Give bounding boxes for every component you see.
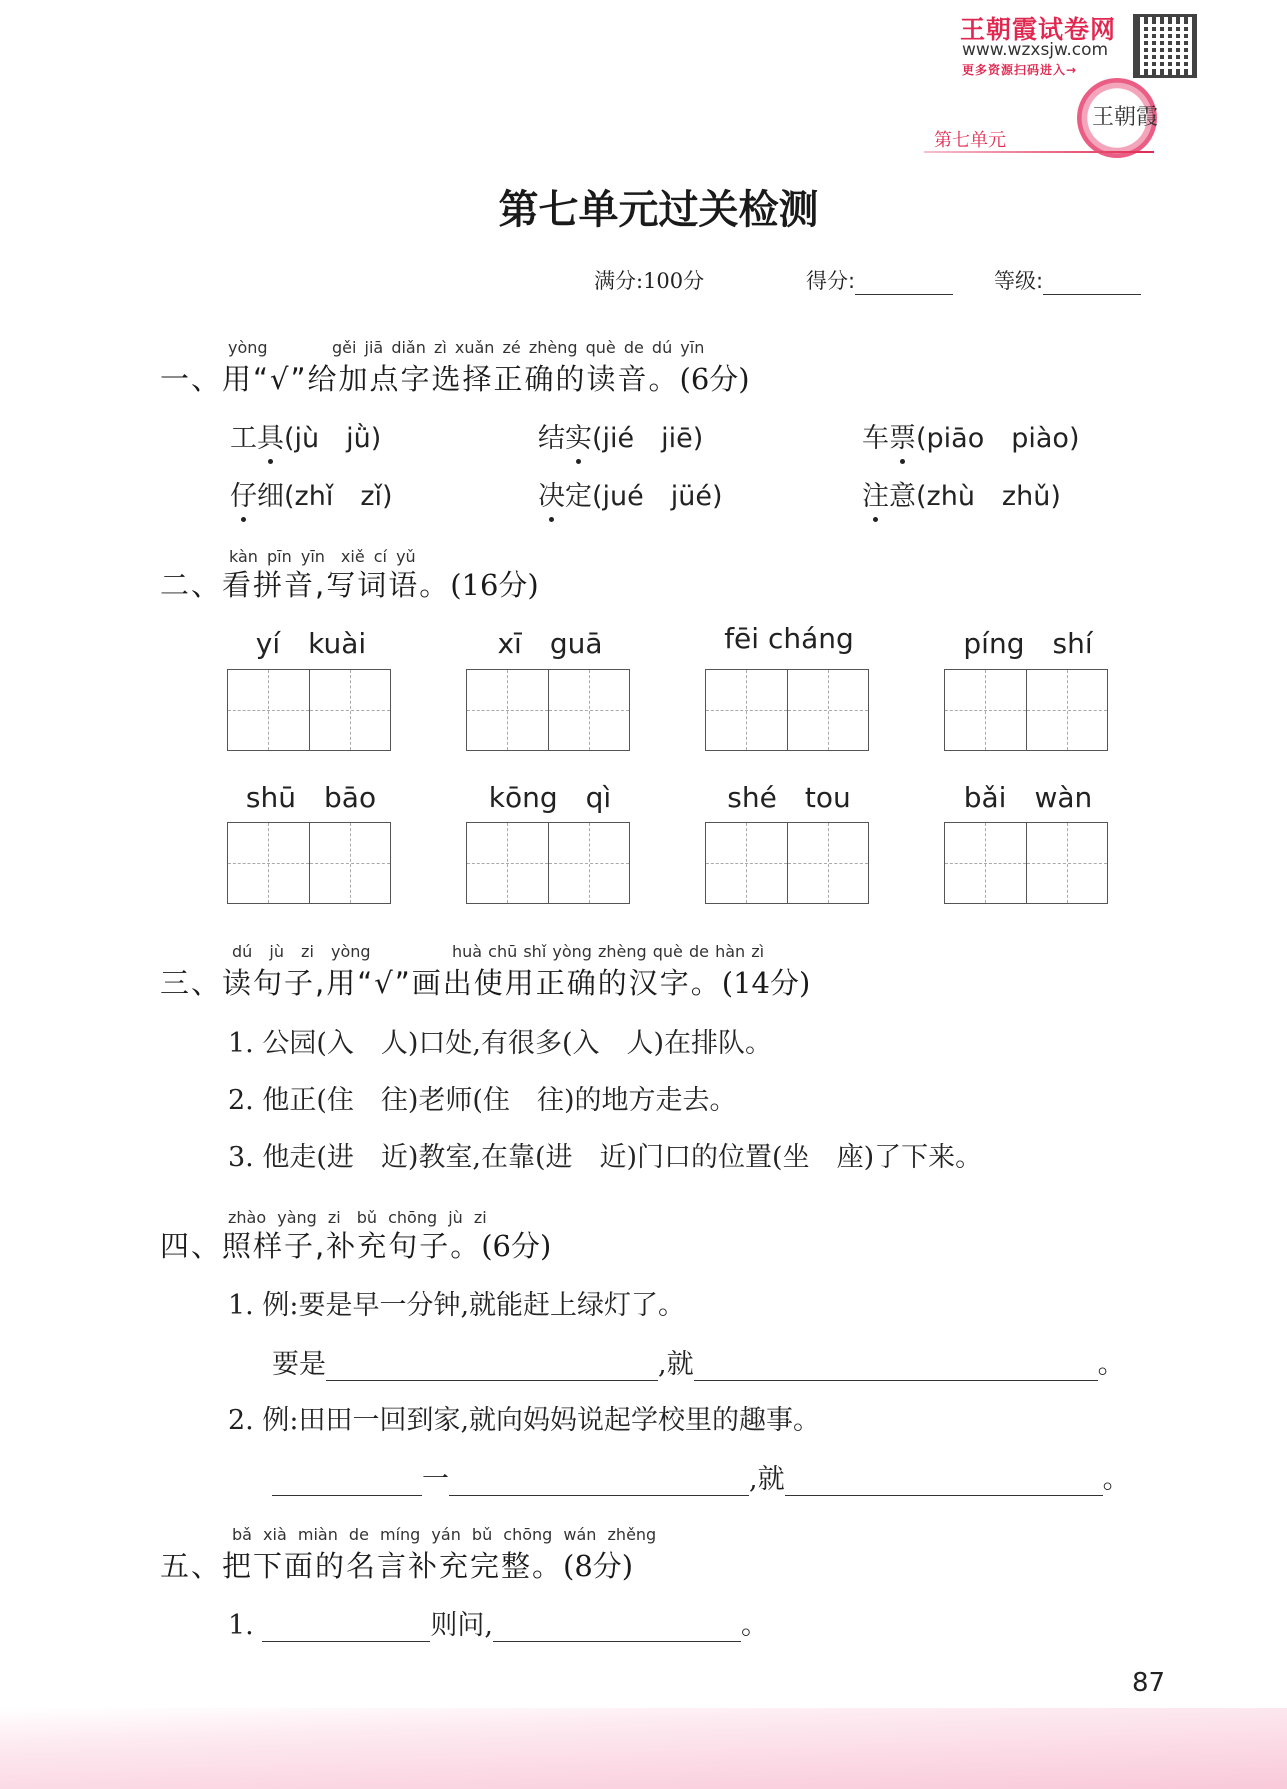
s4-fill-2[interactable]: 一 ,就 。 <box>272 1457 1130 1496</box>
page-number: 87 <box>1132 1668 1166 1698</box>
grade-field[interactable] <box>994 265 1141 295</box>
writing-grid-7[interactable] <box>705 822 869 904</box>
s3-pinyin-a: dú jù zi yòng <box>232 942 371 961</box>
word-pinyin-6: kōng qì <box>488 781 612 814</box>
s3-pinyin-b: huà chū shǐ yòng zhèng què de hàn zì <box>452 942 765 961</box>
writing-grid-3[interactable] <box>705 669 869 751</box>
page-title: 第七单元过关检测 <box>498 187 819 233</box>
unit-tag: 第七单元 <box>934 130 1006 151</box>
word-pinyin-4: píng shí <box>963 627 1093 660</box>
s5-line-1[interactable]: 1. 则问, 。 <box>228 1610 768 1641</box>
section-1-heading: 一、用“√”给加点字选择正确的读音。(6分) <box>160 362 750 396</box>
s1-pinyin-yong: yòng <box>228 338 268 357</box>
writing-grid-2[interactable] <box>466 669 630 751</box>
s1-item-2: 结实(jié jiē) <box>538 423 704 454</box>
writing-grid-1[interactable] <box>227 669 391 751</box>
writing-grid-6[interactable] <box>466 822 630 904</box>
s1-item-1: 工具(jù jǜ) <box>230 423 382 454</box>
section-2-heading: 二、看拼音,写词语。(16分) <box>160 568 539 602</box>
writing-grid-5[interactable] <box>227 822 391 904</box>
section-4-heading: 四、照样子,补充句子。(6分) <box>160 1229 552 1263</box>
s1-item-6: 注意(zhù zhǔ) <box>862 481 1061 512</box>
writing-grid-4[interactable] <box>944 669 1108 751</box>
brand-title: 王朝霞试卷网 <box>960 15 1117 44</box>
brand-more-text: 更多资源扫码进入→ <box>962 63 1078 77</box>
full-score: 满分:100分 <box>594 269 705 293</box>
s3-line-1: 1. 公园(入 人)口处,有很多(入 人)在排队。 <box>228 1028 773 1059</box>
score-field[interactable] <box>806 265 953 295</box>
footer-band <box>0 1708 1287 1789</box>
s3-line-2: 2. 他正(住 往)老师(住 往)的地方走去。 <box>228 1085 737 1116</box>
word-pinyin-1: yí kuài <box>255 627 367 660</box>
word-pinyin-8: bǎi wàn <box>963 781 1093 814</box>
s4-pinyin: zhào yàng zi bǔ chōng jù zi <box>228 1208 487 1227</box>
word-pinyin-7: shé tou <box>727 781 851 814</box>
s1-item-5: 决定(jué jüé) <box>538 481 723 512</box>
s4-example-2: 2. 例:田田一回到家,就向妈妈说起学校里的趣事。 <box>228 1405 821 1436</box>
s1-pinyin-rest: gěi jiā diǎn zì xuǎn zé zhèng què de dú yīn <box>332 338 705 357</box>
word-pinyin-5: shū bāo <box>245 781 377 814</box>
writing-grid-8[interactable] <box>944 822 1108 904</box>
score-label: 得分: <box>806 269 856 293</box>
unit-divider <box>924 151 1154 153</box>
seal-text: 王朝霞 <box>1092 105 1159 130</box>
grade-label: 等级: <box>994 269 1044 293</box>
s1-item-4: 仔细(zhǐ zǐ) <box>230 481 393 512</box>
s5-pinyin: bǎ xià miàn de míng yán bǔ chōng wán zhěng <box>232 1525 657 1544</box>
section-3-heading: 三、读句子,用“√”画出使用正确的汉字。(14分) <box>160 966 811 1000</box>
s2-pinyin: kàn pīn yīn xiě cí yǔ <box>229 547 416 566</box>
word-pinyin-3: fēi cháng <box>724 622 854 655</box>
brand-url[interactable]: www.wzxsjw.com <box>962 40 1109 60</box>
s4-example-1: 1. 例:要是早一分钟,就能赶上绿灯了。 <box>228 1290 686 1321</box>
s4-fill-1[interactable]: 要是 ,就 。 <box>272 1349 1125 1380</box>
word-pinyin-2: xī guā <box>497 627 603 660</box>
section-5-heading: 五、把下面的名言补充完整。(8分) <box>160 1549 634 1583</box>
s3-line-3: 3. 他走(进 近)教室,在靠(进 近)门口的位置(坐 座)了下来。 <box>228 1142 983 1173</box>
qr-code-icon[interactable] <box>1133 14 1197 78</box>
s1-item-3: 车票(piāo piào) <box>862 423 1080 454</box>
